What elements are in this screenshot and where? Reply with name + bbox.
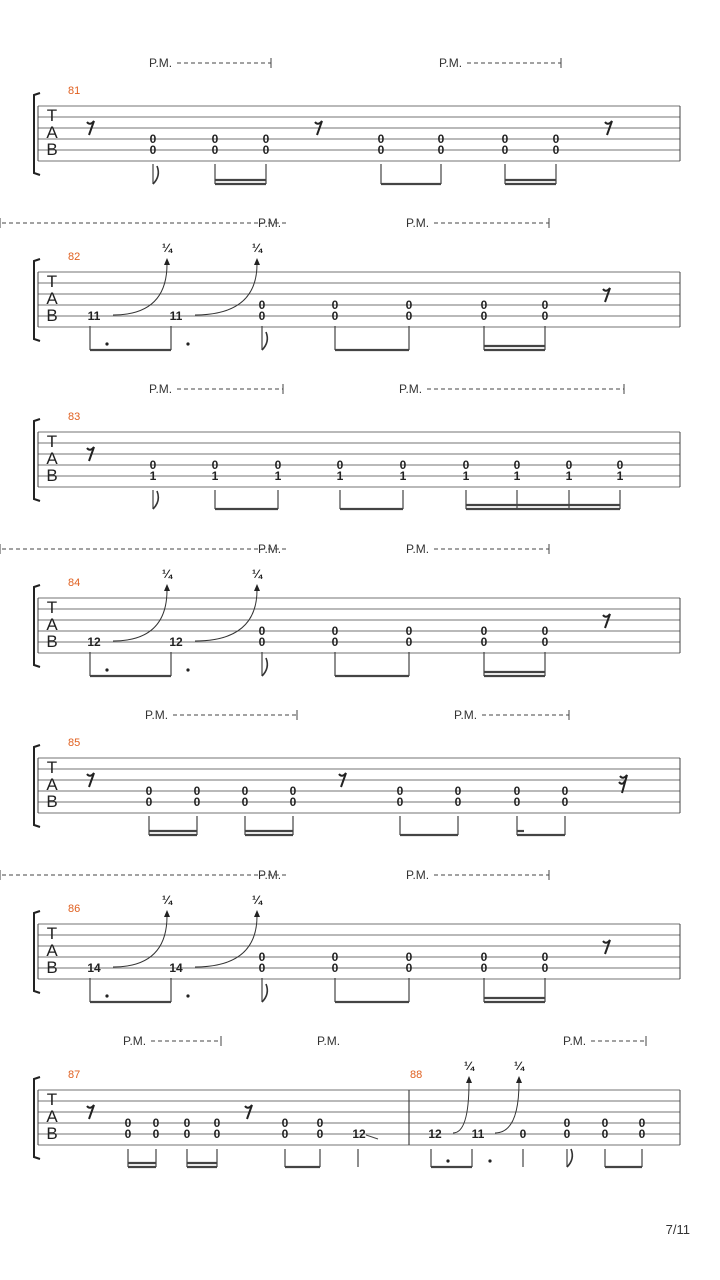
note-flag [262,984,267,1002]
bend-amount: ¼ [251,567,263,581]
staff-bracket [34,1077,40,1159]
fret-number: 0 [541,309,549,323]
tab-clef-b: B [46,958,58,977]
sixteenth-rest [619,775,627,793]
fret-number: 0 [377,143,385,157]
augmentation-dot [105,342,108,345]
bend-arrow [164,910,170,917]
bend-arrow [254,584,260,591]
fret-number: 0 [258,298,266,312]
palm-mute-label: P.M. [317,1034,341,1048]
tab-clef-t: T [46,758,58,777]
bend-amount: ¼ [513,1059,525,1073]
fret-number: 14 [87,961,101,975]
palm-mute-label: P.M. [258,542,282,556]
bend-arrow [164,584,170,591]
palm-mute-label: P.M. [145,708,169,722]
augmentation-dot [105,668,108,671]
palm-mute-label: P.M. [399,382,423,396]
tab-clef-a: A [46,289,58,308]
fret-number: 0 [399,458,407,472]
tab-clef-a: A [46,123,58,142]
fret-number: 0 [211,143,219,157]
fret-number: 0 [258,624,266,638]
fret-number: 0 [331,961,339,975]
fret-number: 0 [331,309,339,323]
fret-number: 0 [258,309,266,323]
tab-clef-a: A [46,615,58,634]
palm-mute-label: P.M. [258,216,282,230]
fret-number: 0 [183,1127,191,1141]
bend-arrow [516,1076,522,1083]
bend-amount: ¼ [463,1059,475,1073]
fret-number: 0 [513,458,521,472]
augmentation-dot [105,994,108,997]
fret-number: 0 [638,1127,646,1141]
fret-number: 0 [513,784,521,798]
fret-number: 0 [519,1127,527,1141]
fret-number: 11 [471,1127,485,1141]
tab-clef-t: T [46,432,58,451]
fret-number: 0 [152,1116,160,1130]
fret-number: 14 [169,961,183,975]
fret-number: 0 [145,784,153,798]
fret-number: 0 [552,132,560,146]
fret-number: 0 [405,961,413,975]
fret-number: 1 [211,469,219,483]
bend-amount: ¼ [161,567,173,581]
bend-amount: ¼ [251,893,263,907]
fret-number: 1 [399,469,407,483]
fret-number: 0 [149,132,157,146]
augmentation-dot [446,1159,449,1162]
fret-number: 0 [501,132,509,146]
staff-bracket [34,259,40,341]
staff-bracket [34,419,40,501]
fret-number: 0 [405,624,413,638]
fret-number: 0 [454,784,462,798]
fret-number: 1 [565,469,573,483]
tab-clef-t: T [46,272,58,291]
measure-number: 86 [68,903,81,915]
fret-number: 0 [331,298,339,312]
fret-number: 12 [352,1127,366,1141]
fret-number: 0 [552,143,560,157]
fret-number: 0 [281,1116,289,1130]
fret-number: 0 [405,298,413,312]
bend-amount: ¼ [251,241,263,255]
fret-number: 0 [149,458,157,472]
fret-number: 0 [241,795,249,809]
fret-number: 0 [124,1116,132,1130]
fret-number: 0 [405,950,413,964]
augmentation-dot [186,668,189,671]
fret-number: 1 [462,469,470,483]
fret-number: 0 [396,795,404,809]
tab-clef-t: T [46,598,58,617]
measure-number: 83 [68,411,81,423]
tab-clef-b: B [46,306,58,325]
fret-number: 0 [396,784,404,798]
fret-number: 0 [541,961,549,975]
fret-number: 0 [149,143,157,157]
page-number: 7/11 [665,1222,690,1237]
tab-clef-b: B [46,792,58,811]
fret-number: 0 [480,624,488,638]
tab-clef-a: A [46,775,58,794]
fret-number: 0 [145,795,153,809]
measure-number: 82 [68,251,81,263]
fret-number: 0 [563,1116,571,1130]
fret-number: 1 [149,469,157,483]
fret-number: 0 [601,1116,609,1130]
tab-clef-t: T [46,1090,58,1109]
fret-number: 0 [193,784,201,798]
fret-number: 0 [211,458,219,472]
fret-number: 1 [616,469,624,483]
tab-clef-t: T [46,106,58,125]
bend-amount: ¼ [161,241,173,255]
palm-mute-label: P.M. [563,1034,587,1048]
fret-number: 0 [377,132,385,146]
staff-bracket [34,93,40,175]
measure-number: 84 [68,577,81,589]
tab-clef-b: B [46,466,58,485]
fret-number: 0 [437,132,445,146]
fret-number: 0 [638,1116,646,1130]
fret-number: 11 [87,309,101,323]
fret-number: 0 [213,1116,221,1130]
palm-mute-label: P.M. [123,1034,147,1048]
fret-number: 0 [262,143,270,157]
fret-number: 0 [541,950,549,964]
fret-number: 1 [336,469,344,483]
fret-number: 0 [331,950,339,964]
fret-number: 0 [541,298,549,312]
fret-number: 0 [258,635,266,649]
tab-clef-a: A [46,449,58,468]
measure-number: 81 [68,85,81,97]
fret-number: 0 [152,1127,160,1141]
fret-number: 0 [454,795,462,809]
fret-number: 0 [513,795,521,809]
palm-mute-label: P.M. [406,542,430,556]
tab-clef-t: T [46,924,58,943]
fret-number: 0 [193,795,201,809]
fret-number: 0 [211,132,219,146]
fret-number: 0 [501,143,509,157]
fret-number: 1 [513,469,521,483]
note-flag [153,166,158,184]
fret-number: 0 [480,309,488,323]
tab-clef-b: B [46,632,58,651]
fret-number: 12 [169,635,183,649]
fret-number: 0 [480,961,488,975]
fret-number: 0 [563,1127,571,1141]
fret-number: 0 [616,458,624,472]
tab-clef-b: B [46,1124,58,1143]
tab-clef-a: A [46,941,58,960]
fret-number: 0 [124,1127,132,1141]
augmentation-dot [186,994,189,997]
fret-number: 0 [480,635,488,649]
bend-amount: ¼ [161,893,173,907]
fret-number: 0 [437,143,445,157]
fret-number: 0 [601,1127,609,1141]
fret-number: 0 [541,624,549,638]
palm-mute-label: P.M. [258,868,282,882]
augmentation-dot [186,342,189,345]
fret-number: 0 [462,458,470,472]
fret-number: 0 [541,635,549,649]
note-flag [153,491,158,509]
fret-number: 0 [561,784,569,798]
palm-mute-label: P.M. [454,708,478,722]
measure-number: 87 [68,1069,81,1081]
staff-bracket [34,585,40,667]
fret-number: 0 [289,795,297,809]
note-flag [567,1149,572,1167]
eighth-rest [603,940,610,954]
staff-bracket [34,745,40,827]
fret-number: 0 [331,624,339,638]
tab-clef-a: A [46,1107,58,1126]
bend-arrow [254,258,260,265]
measure-number: 88 [410,1069,423,1081]
fret-number: 0 [316,1127,324,1141]
fret-number: 0 [480,950,488,964]
bend-arrow [254,910,260,917]
fret-number: 0 [183,1116,191,1130]
fret-number: 0 [213,1127,221,1141]
fret-number: 0 [262,132,270,146]
augmentation-dot [488,1159,491,1162]
fret-number: 0 [274,458,282,472]
note-flag [262,332,267,350]
palm-mute-label: P.M. [149,56,173,70]
fret-number: 0 [405,309,413,323]
fret-number: 0 [316,1116,324,1130]
fret-number: 0 [480,298,488,312]
bend-arrow [164,258,170,265]
fret-number: 12 [87,635,101,649]
fret-number: 11 [169,309,183,323]
fret-number: 0 [258,950,266,964]
slide-out [366,1135,378,1139]
palm-mute-label: P.M. [406,216,430,230]
fret-number: 0 [336,458,344,472]
fret-number: 0 [331,635,339,649]
note-flag [262,658,267,676]
fret-number: 0 [281,1127,289,1141]
fret-number: 0 [289,784,297,798]
staff-bracket [34,911,40,993]
fret-number: 0 [565,458,573,472]
tab-clef-b: B [46,140,58,159]
fret-number: 1 [274,469,282,483]
palm-mute-label: P.M. [439,56,463,70]
palm-mute-label: P.M. [149,382,173,396]
fret-number: 12 [428,1127,442,1141]
fret-number: 0 [561,795,569,809]
fret-number: 0 [258,961,266,975]
bend-arrow [466,1076,472,1083]
fret-number: 0 [241,784,249,798]
palm-mute-label: P.M. [406,868,430,882]
eighth-rest [603,614,610,628]
measure-number: 85 [68,737,81,749]
fret-number: 0 [405,635,413,649]
eighth-rest [603,288,610,302]
